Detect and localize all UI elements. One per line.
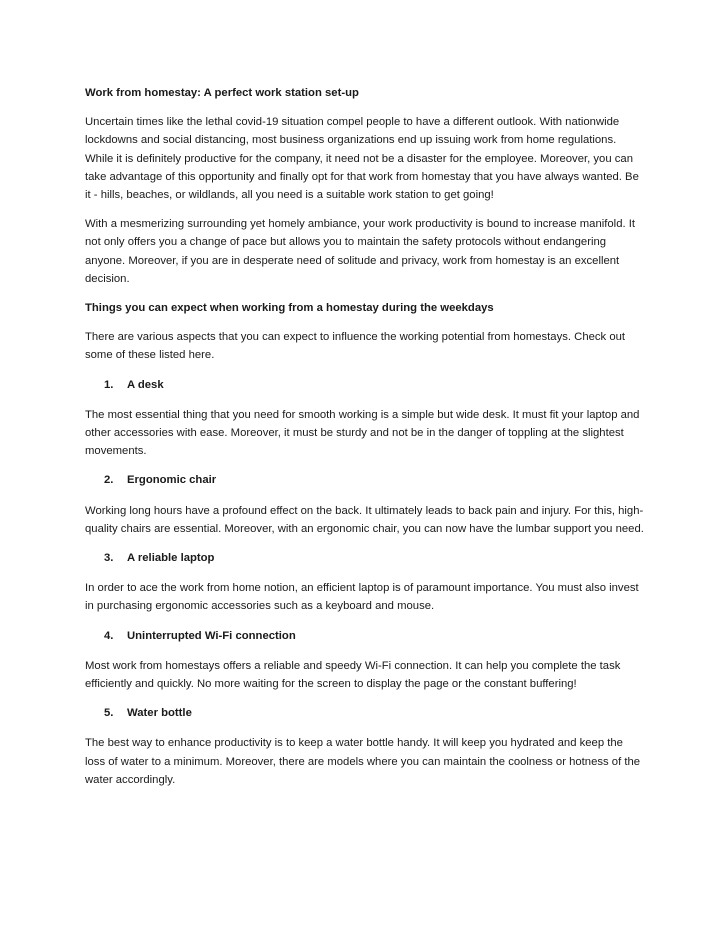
list-item-heading (85, 376, 645, 394)
list-item-body: In order to ace the work from home notion, an efficient laptop is of paramount importance. You must also invest in purchasing ergonomic accessories such as a keyboard and mouse. (85, 582, 639, 613)
section-intro: There are various aspects that you can expect to influence the working potential from homestays. Check out some of these listed here. (85, 331, 626, 362)
list-item-title: A reliable laptop (127, 552, 215, 565)
section-heading: Things you can expect when working from a homestay during the weekdays (85, 302, 494, 315)
document-title: Work from homestay: A perfect work station set-up (85, 87, 359, 99)
list-item-heading (85, 627, 645, 645)
list-item-number: 4. (104, 629, 114, 642)
list-item-title: Water bottle (127, 707, 192, 720)
list-item-number: 3. (104, 552, 114, 565)
list-item-title: A desk (127, 378, 164, 391)
list-item-body: Most work from homestays offers a reliable and speedy Wi-Fi connection. It can help you complete the task efficiently and quickly. No more waiting for the screen to display the page or the constant buffering! (85, 659, 621, 691)
intro-paragraph-2: With a mesmerizing surrounding yet homely ambiance, your work productivity is bound to increase manifold. It not only offers you a change of pace but allows you to maintain the safety protocols without endangering anyone. Moreover, if you are in desperate need of solitude and privacy, work from homestay is an excellent decision. (85, 218, 636, 285)
list-item-body: The most essential thing that you need for smooth working is a simple but wide desk. It must fit your laptop and other accessories with ease. Moreover, it must be sturdy and not be in the danger of toppling at the slightest movements. (85, 408, 640, 458)
list-item-number: 5. (104, 707, 114, 720)
list-item-body: Working long hours have a profound effect on the back. It ultimately leads to back pain and injury. For this, high-quality chairs are essential. Moreover, with an ergonomic chair, you can now have the lumbar support you need. (85, 504, 644, 535)
list-item-title: Uninterrupted Wi-Fi connection (127, 629, 296, 642)
list-item-body: The best way to enhance productivity is to keep a water bottle handy. It will keep you hydrated and keep the loss of water to a minimum. Moreover, there are models where you can maintain the coolness or hotness of the water accordingly. (85, 737, 641, 786)
document-page (85, 84, 645, 800)
list-item-heading (85, 704, 645, 722)
list-item-number: 2. (104, 474, 114, 487)
list-item-heading (85, 471, 645, 489)
intro-paragraph-1: Uncertain times like the lethal covid-19 situation compel people to have a different outlook. With nationwide lockdowns and social distancing, most business organizations end up issuing work from home regulations. While it is definitely productive for the company, it need not be a disaster for the employee. Moreover, you can take advantage of this opportunity and finally opt for that work from homestay that you have always wanted. Be it - hills, beaches, or wildlands, all you need is a suitable work station to get going! (85, 116, 639, 202)
list-item-title: Ergonomic chair (127, 474, 217, 487)
list-item-heading (85, 549, 645, 567)
list-item-number: 1. (104, 378, 114, 391)
